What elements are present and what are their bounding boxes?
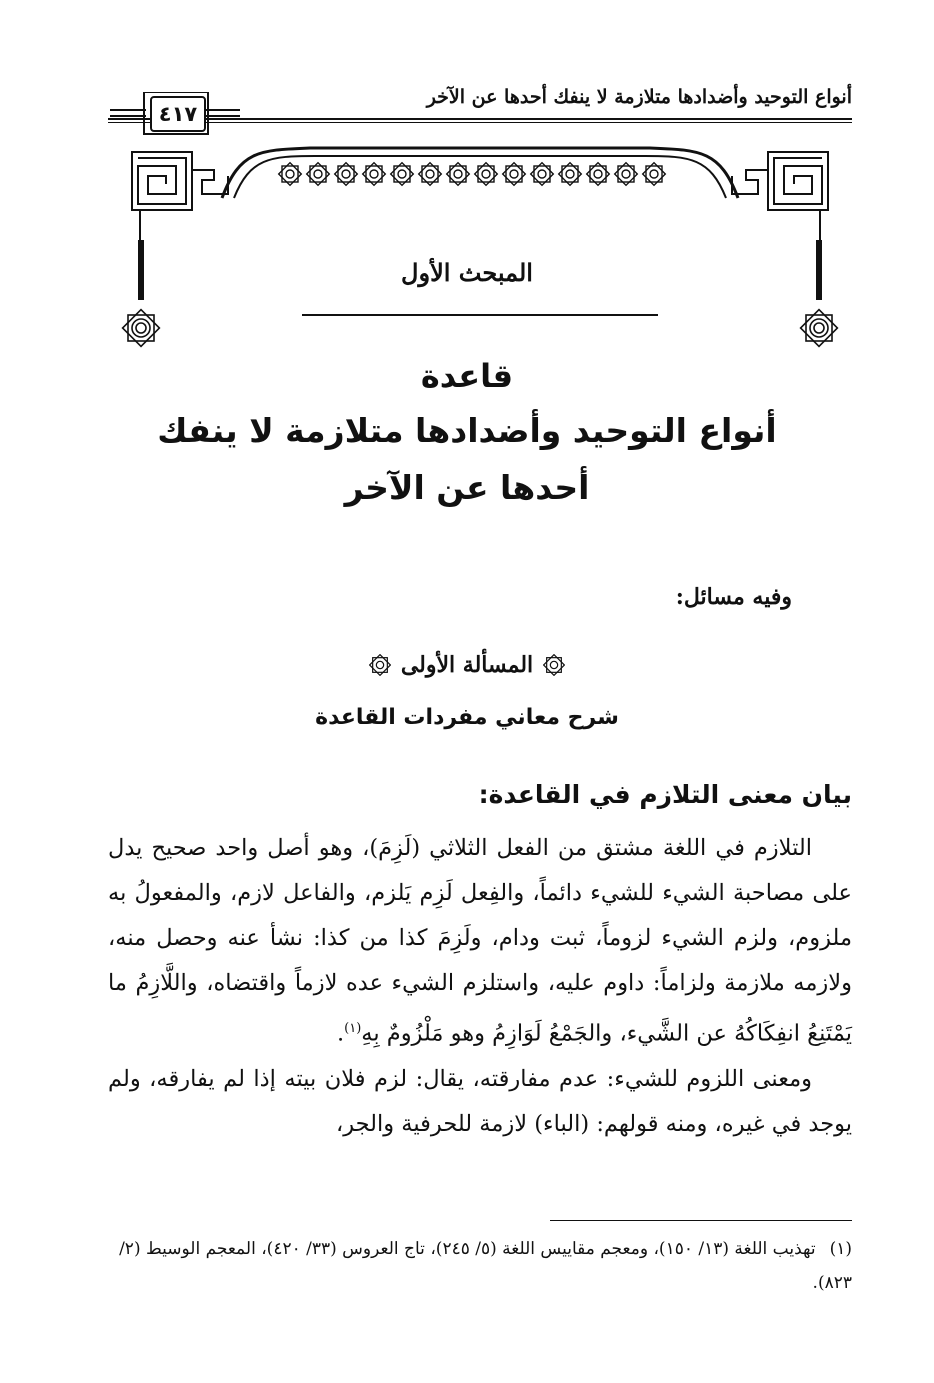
paragraph-end: . [336,1020,345,1047]
footnote [100,1232,852,1300]
ornamental-frame [110,140,850,360]
star-ornament-icon [369,654,391,676]
section-title-rule [302,314,658,316]
section-title: المبحث الأول [401,258,533,287]
rule-label: قاعدة [420,357,514,395]
footnote-text: تهذيب اللغة (١٣/ ١٥٠)، ومعجم مقاييس اللغة (٥/ ٢٤٥)، تاج العروس (٣٣/ ٤٢٠)، المعجم الوسيط (٢/ ٨٢٣). [119,1239,852,1293]
left-star-ornament [123,310,160,347]
right-star-ornament [801,310,838,347]
paragraph-text: التلازم في اللغة مشتق من الفعل الثلاثي (لَزِمَ)، وهو أصل واحد صحيح يدل على مصاحبة الشيء للشيء دائماً، والفِعل لَزِم يَلزم، والفاعل لازم، والمفعولُ به ملزوم، ولزم الشيء لزوماً، ثبت ودام، ولَزِمَ كذا من كذا: نشأ عنه وحصل منه، ولازمه ملازمة ولزاماً: داوم عليه، واستلزم الشيء عده لازماً واقتضاه، واللَّازِمُ ما يَمْتَنِعُ انفِكَاكُهُ عن الشَّيء، والجَمْعُ لَوَازِمُ وهو مَلْزُومٌ بِهِ [108,835,852,1047]
rosette-chain-ornament [279,163,666,186]
star-ornament-icon [543,654,565,676]
page-number: ٤١٧ [150,96,206,132]
footnotes [100,1232,852,1300]
issue-heading: المسألة الأولى [400,652,534,678]
paragraph [108,826,852,1057]
footnote-number: (١) [829,1239,852,1259]
footnote-separator [550,1220,852,1221]
subsection-heading: بيان معنى التلازم في القاعدة: [478,780,852,809]
rule-title-line1: أنواع التوحيد وأضدادها متلازمة لا ينفك [157,411,777,450]
left-corner-ornament [132,152,228,260]
body-text [108,826,852,1147]
running-title: أنواع التوحيد وأضدادها متلازمة لا ينفك أحدها عن الآخر [426,86,852,108]
paragraph: ومعنى اللزوم للشيء: عدم مفارقته، يقال: لزم فلان بيته إذا لم يفارقه، ولم يوجد في غيره، ومنه قولهم: (الباء) لازمة للحرفية والجر، [108,1065,852,1137]
footnote-reference: (١) [344,1021,362,1036]
page-number-frame [110,92,240,136]
intro-text: وفيه مسائل: [675,584,792,610]
rule-title-line2: أحدها عن الآخر [344,468,590,507]
right-corner-ornament [732,152,828,260]
issue-subtitle: شرح معاني مفردات القاعدة [315,705,619,730]
issue-heading-row [0,652,934,678]
